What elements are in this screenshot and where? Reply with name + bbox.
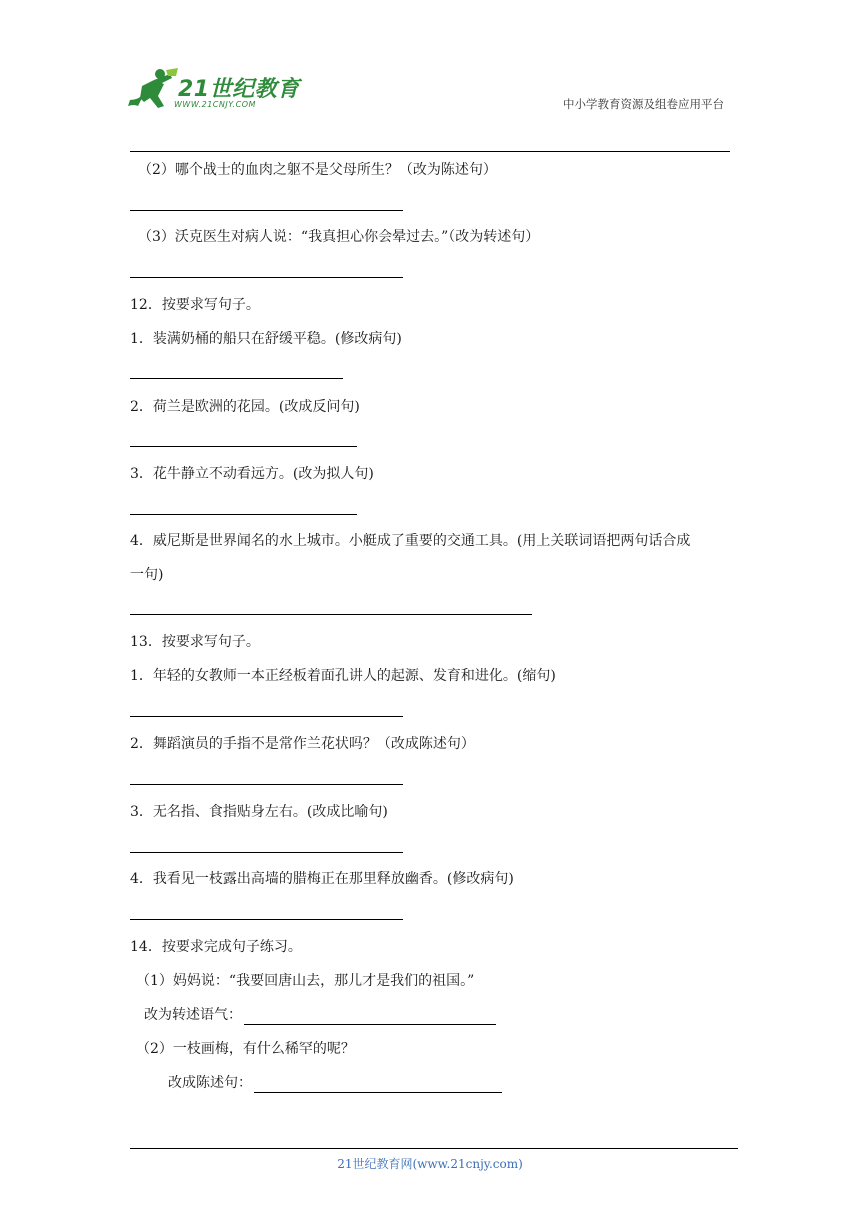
answer-line	[130, 919, 403, 920]
question-text: 4．威尼斯是世界闻名的水上城市。小艇成了重要的交通工具。(用上关联词语把两句话合成	[130, 533, 691, 549]
platform-title: 中小学教育资源及组卷应用平台	[563, 97, 724, 111]
answer-prompt	[168, 1073, 502, 1093]
answer-blank	[254, 1076, 502, 1093]
question-text: （2）哪个战士的血肉之躯不是父母所生？（改为陈述句）	[138, 162, 497, 178]
question-heading: 14．按要求完成句子练习。	[130, 939, 302, 955]
answer-line	[130, 852, 403, 853]
question-text: 1．装满奶桶的船只在舒缓平稳。(修改病句)	[130, 331, 402, 347]
question-text: 2．荷兰是欧洲的花园。(改成反问句)	[130, 399, 360, 415]
answer-line	[130, 446, 357, 447]
question-text: 2．舞蹈演员的手指不是常作兰花状吗？（改成陈述句）	[130, 736, 475, 752]
question-text: 3．无名指、食指贴身左右。(改成比喻句)	[130, 804, 388, 820]
logo	[124, 66, 300, 114]
logo-text: 21世纪教育	[178, 77, 300, 102]
question-heading: 13．按要求写句子。	[130, 634, 260, 650]
question-text: 1．年轻的女教师一本正经板着面孔讲人的起源、发育和进化。(缩句)	[130, 668, 556, 684]
question-heading: 12．按要求写句子。	[130, 297, 260, 313]
question-text: 4．我看见一枝露出高墙的腊梅正在那里释放幽香。(修改病句)	[130, 871, 514, 887]
prompt-label: 改成陈述句：	[168, 1075, 252, 1091]
answer-prompt	[144, 1005, 496, 1025]
header-divider	[130, 151, 730, 152]
answer-line	[130, 378, 343, 379]
answer-line	[130, 784, 403, 785]
logo-url: WWW.21CNJY.COM	[174, 100, 256, 109]
answer-blank	[244, 1008, 496, 1025]
answer-line	[130, 614, 532, 615]
question-text: （2）一枝画梅，有什么稀罕的呢？	[136, 1041, 355, 1057]
answer-line	[130, 210, 403, 211]
question-text: 3．花牛静立不动看远方。(改为拟人句)	[130, 466, 374, 482]
page-header	[0, 0, 860, 160]
answer-line	[130, 277, 403, 278]
answer-line	[130, 716, 403, 717]
prompt-label: 改为转述语气：	[144, 1007, 242, 1023]
footer-divider	[130, 1148, 738, 1149]
question-text-continued: 一句)	[130, 567, 164, 583]
answer-line	[130, 514, 357, 515]
question-text: （3）沃克医生对病人说：“我真担心你会晕过去。”（改为转述句）	[138, 229, 540, 245]
question-text: （1）妈妈说：“我要回唐山去，那儿才是我们的祖国。”	[136, 973, 475, 989]
runner-logo-icon	[124, 66, 180, 112]
footer-link[interactable]: 21世纪教育网(www.21cnjy.com)	[337, 1157, 523, 1171]
